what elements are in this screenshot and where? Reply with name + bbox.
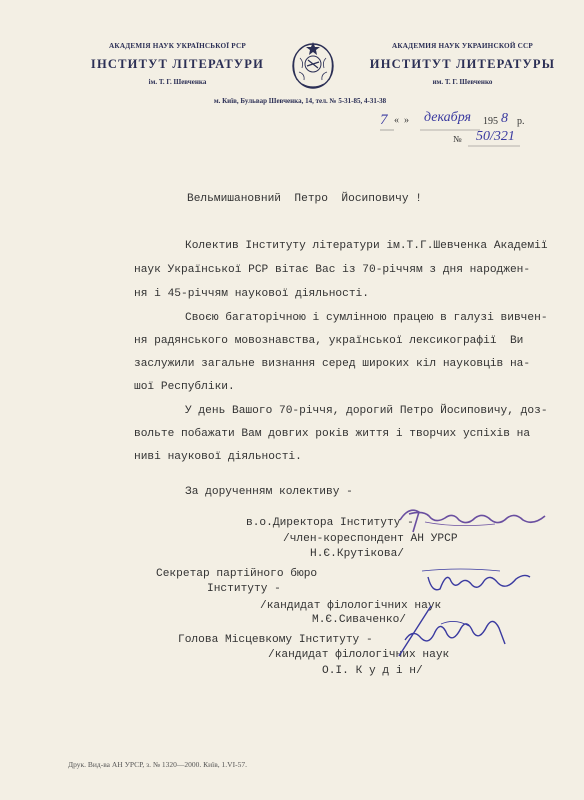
sig-party-rank: /кандидат філологічних наук bbox=[260, 600, 442, 612]
coat-of-arms-emblem bbox=[288, 36, 338, 92]
body-line-4: Своєю багаторічною і сумлінною працею в галузі вивчен- bbox=[185, 312, 548, 324]
sig-party-title-2: Інституту - bbox=[207, 583, 281, 595]
body-line-7: шої Республіки. bbox=[134, 381, 235, 393]
sig-union-name: О.І. К у д і н/ bbox=[322, 665, 423, 677]
printer-imprint: Друк. Вид-ва АН УРСР, з. № 1320—2000. Київ, 1.VI-57. bbox=[68, 760, 247, 769]
sig-party-name: М.Є.Сиваченко/ bbox=[312, 614, 406, 626]
date-day: 7 bbox=[380, 112, 388, 128]
sig-director-rank: /член-кореспондент АН УРСР bbox=[283, 533, 458, 545]
document-number: 50/321 bbox=[476, 129, 515, 144]
date-year-mark: р. bbox=[517, 116, 525, 127]
letterhead-address: м. Київ, Бульвар Шевченка, 14, тел. № 5-31-85, 4-31-38 bbox=[213, 97, 387, 105]
sig-union-title: Голова Місцевкому Інституту - bbox=[178, 634, 373, 646]
body-line-5: ня радянського мовознавства, української лексикографії Ви bbox=[134, 335, 524, 347]
body-line-9: вольте побажати Вам довгих років життя і творчих успіхів на bbox=[134, 428, 531, 440]
letterhead-sub-rus: им. Т. Г. Шевченко bbox=[432, 78, 493, 86]
date-quote-open: « bbox=[394, 115, 399, 126]
sig-director-name: Н.Є.Крутікова/ bbox=[310, 548, 404, 560]
document-number-label: № bbox=[453, 134, 462, 144]
signature-krutikova bbox=[395, 502, 560, 538]
date-quote-close: » bbox=[404, 115, 409, 126]
body-line-8: У день Вашого 70-річчя, дорогий Петро Йосиповичу, доз- bbox=[185, 405, 548, 417]
letterhead-org-ukr: АКАДЕМІЯ НАУК УКРАЇНСЬКОЇ РСР bbox=[109, 42, 246, 50]
closing: За дорученням колективу - bbox=[185, 486, 353, 498]
date-year-suffix: 8 bbox=[501, 111, 508, 126]
letterhead-org-rus: АКАДЕМИЯ НАУК УКРАИНСКОЙ ССР bbox=[391, 42, 534, 50]
sig-union-rank: /кандидат філологічних наук bbox=[268, 649, 450, 661]
date-year-prefix: 195 bbox=[483, 116, 498, 127]
salutation: Вельмишановний Петро Йосиповичу ! bbox=[187, 193, 422, 205]
letterhead-title-rus: ИНСТИТУТ ЛИТЕРАТУРЫ bbox=[369, 57, 556, 71]
body-line-2: наук Української РСР вітає Вас із 70-річчям з дня народжен- bbox=[134, 264, 531, 276]
date-month: декабря bbox=[424, 110, 472, 125]
letterhead-sub-ukr: ім. Т. Г. Шевченка bbox=[148, 78, 207, 86]
signature-syvachenko bbox=[420, 565, 535, 597]
body-line-1: Колектив Інституту літератури ім.Т.Г.Шевченка Академії bbox=[185, 240, 548, 252]
sig-party-title: Секретар партійного бюро bbox=[156, 568, 318, 580]
body-line-6: заслужили загальне визнання серед широких кіл науковців на- bbox=[134, 358, 531, 370]
date-underlines bbox=[380, 126, 580, 148]
signature-kudin bbox=[395, 598, 515, 660]
body-line-10: ниві наукової діяльності. bbox=[134, 451, 302, 463]
letterhead-title-ukr: ІНСТИТУТ ЛІТЕРАТУРИ bbox=[90, 57, 265, 71]
sig-director-title: в.о.Директора Інституту - bbox=[246, 517, 414, 529]
body-line-3: ня і 45-річчям наукової діяльності. bbox=[134, 288, 369, 300]
